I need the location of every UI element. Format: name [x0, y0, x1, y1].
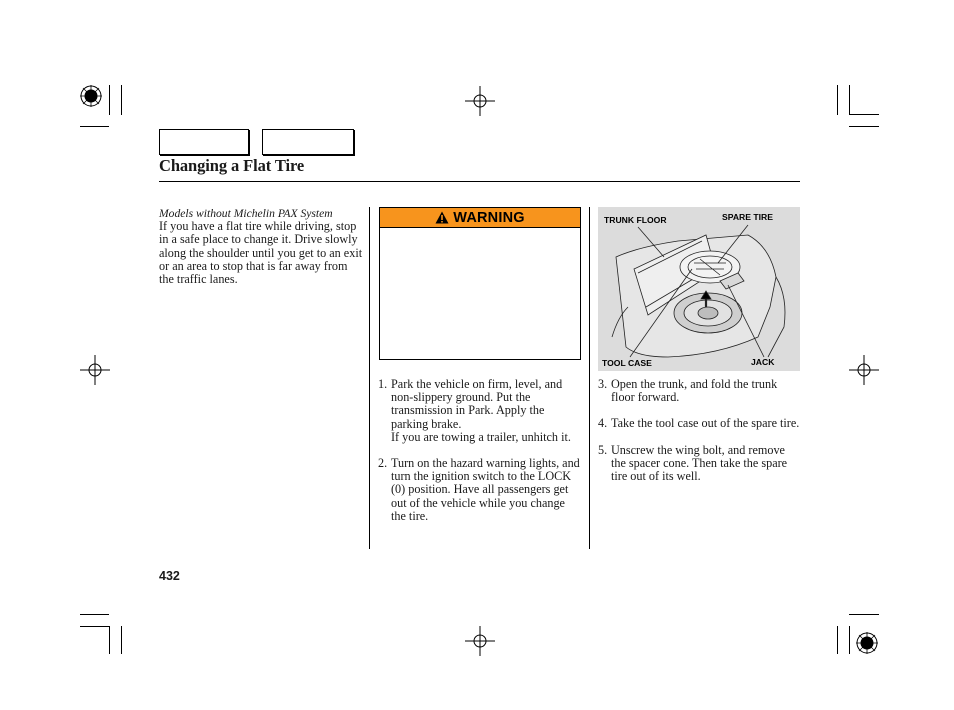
steps-middle-list [378, 378, 582, 536]
title-divider [159, 181, 800, 182]
registration-burst-icon [856, 632, 878, 654]
trunk-spare-tire-drawing [598, 207, 800, 371]
warning-header [380, 208, 580, 228]
page-number: 432 [159, 569, 180, 583]
step-subtext: If you are towing a trailer, unhitch it. [391, 429, 571, 444]
step-item [378, 457, 582, 523]
crop-mark [80, 126, 109, 127]
intro-section [159, 207, 365, 286]
crop-mark [849, 114, 879, 115]
registration-target-icon [465, 626, 495, 656]
crop-mark [849, 626, 850, 654]
step-text: Open the trunk, and fold the trunk floor forward. [611, 377, 778, 405]
step-number: 4. [598, 416, 608, 431]
step-text: Take the tool case out of the spare tire. [611, 416, 800, 431]
crop-mark [837, 85, 838, 115]
step-text: Turn on the hazard warning lights, and turn the ignition switch to the LOCK (0) position. Have all passengers get out of the vehicle while you change the tire. [391, 456, 580, 523]
model-note: Models without Michelin PAX System [159, 207, 333, 220]
label-trunk-floor: TRUNK FLOOR [604, 215, 667, 225]
crop-mark [837, 626, 838, 654]
step-number: 2. [378, 456, 388, 471]
header-tab-box [159, 129, 249, 155]
step-number: 3. [598, 377, 608, 391]
registration-target-icon [80, 355, 110, 385]
label-tool-case: TOOL CASE [602, 358, 652, 368]
crop-mark [849, 85, 850, 115]
header-tab-box [262, 129, 354, 155]
step-text: Park the vehicle on firm, level, and non-slippery ground. Put the transmission in Park. Apply the parking brake. [391, 377, 563, 431]
step-item [378, 378, 582, 444]
crop-mark [849, 614, 879, 615]
crop-mark [80, 614, 109, 615]
crop-mark [121, 85, 122, 115]
step-number: 1. [378, 377, 388, 391]
step-item [598, 444, 802, 484]
label-spare-tire: SPARE TIRE [722, 212, 773, 222]
step-text: Unscrew the wing bolt, and remove the spacer cone. Then take the spare tire out of its well. [611, 442, 788, 484]
crop-mark [121, 626, 122, 654]
steps-right-list [598, 378, 802, 496]
registration-target-icon [849, 355, 879, 385]
label-jack: JACK [751, 357, 775, 367]
registration-target-icon [465, 86, 495, 116]
warning-label: WARNING [453, 209, 525, 226]
column-divider [589, 207, 590, 549]
warning-triangle-icon [435, 211, 449, 224]
step-number: 5. [598, 442, 608, 457]
crop-mark [109, 85, 110, 115]
intro-text: If you have a flat tire while driving, stop in a safe place to change it. Drive slowly along the shoulder until you get to an exit or an area to stop that is far away from the traffic lanes. [159, 219, 363, 287]
step-item [598, 417, 802, 430]
step-item [598, 378, 802, 404]
column-divider [369, 207, 370, 549]
registration-burst-icon [80, 85, 102, 107]
page-title: Changing a Flat Tire [159, 156, 305, 175]
crop-mark [80, 626, 109, 627]
trunk-illustration [598, 207, 800, 371]
crop-mark [849, 126, 879, 127]
warning-box [379, 207, 581, 360]
crop-mark [109, 626, 110, 654]
